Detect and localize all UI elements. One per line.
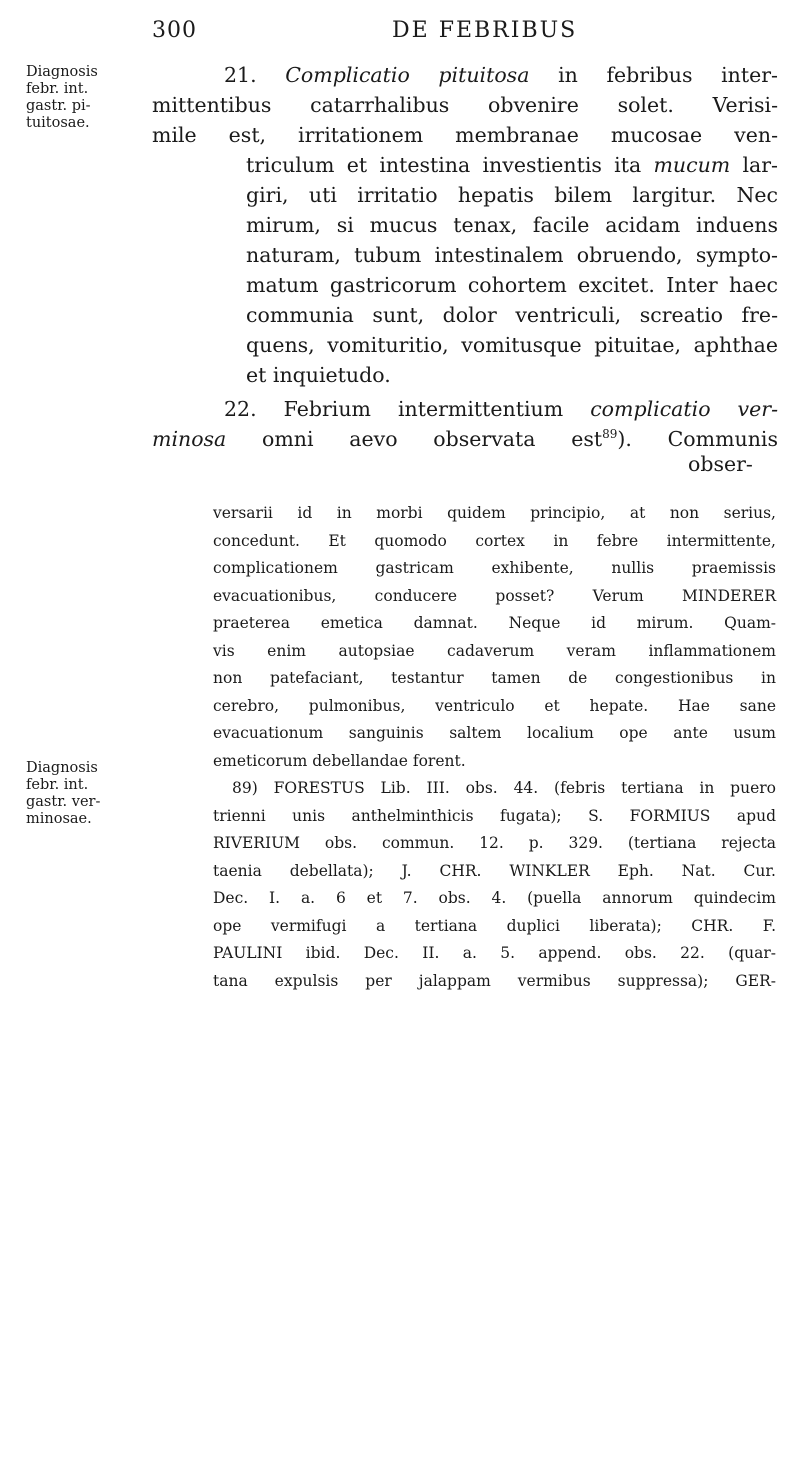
margin-note-line: Diagnosis (26, 64, 98, 80)
margin-note-line: gastr. ver- (26, 794, 101, 810)
section-21-heading-line (224, 60, 778, 90)
text-span: ). Communis (617, 427, 778, 451)
section-22-heading-line (224, 394, 778, 424)
text-span: triculum et intestina investientis ita (246, 153, 642, 177)
footnote-line: evacuationibus, conducere posset? Verum MINDERER (213, 586, 776, 605)
footnote-line: evacuationum sanguinis saltem localium ope ante usum (213, 724, 776, 742)
text-span: lar- (742, 153, 778, 177)
margin-note-line: Diagnosis (26, 760, 98, 776)
text-line: communia sunt, dolor ventriculi, screatio fre- (246, 303, 778, 327)
running-title: DE FEBRIBUS (392, 18, 578, 43)
margin-note-line: minosae. (26, 811, 92, 827)
text-line: matum gastricorum cohortem excitet. Inter haec (246, 273, 778, 297)
text-line: mile est, irritationem membranae mucosae ven- (152, 123, 778, 147)
page-header (0, 16, 800, 46)
footnote-line: PAULINI ibid. Dec. II. a. 5. append. obs. 22. (quar- (213, 944, 776, 962)
text-line (152, 424, 778, 454)
section-21-title: Complicatio pituitosa (285, 63, 530, 87)
footnote-line: praeterea emetica damnat. Neque id mirum. Quam- (213, 614, 776, 632)
footnote-line: concedunt. Et quomodo cortex in febre intermittente, (213, 531, 776, 550)
margin-note-line: febr. int. (26, 777, 89, 793)
margin-note-verminosae (26, 760, 144, 828)
footnote-line: non patefaciant, testantur tamen de congestionibus in (213, 669, 776, 687)
text-span-italic: mucum (653, 153, 731, 177)
footnote-line: taenia debellata); J. CHR. WINKLER Eph. Nat. Cur. (213, 861, 776, 880)
section-21-number: 21. (224, 63, 257, 87)
margin-note-line: tuitosae. (26, 115, 90, 131)
page-number: 300 (152, 18, 197, 43)
footnote-line: Dec. I. a. 6 et 7. obs. 4. (puella annorum quindecim (213, 889, 776, 907)
footnote-89-line: 89) FORESTUS Lib. III. obs. 44. (febris tertiana in puero (232, 779, 776, 797)
footnote-line: trienni unis anthelminthicis fugata); S. FORMIUS apud (213, 806, 776, 825)
text-line: mittentibus catarrhalibus obvenire solet. Verisi- (152, 93, 778, 117)
footnote-line: vis enim autopsiae cadaverum veram inflammationem (213, 641, 776, 660)
text-span-italic: minosa (152, 427, 227, 451)
text-line: quens, vomituritio, vomitusque pituitae, aphthae (246, 333, 778, 357)
margin-note-pituitosae (26, 64, 144, 132)
text-span-italic: complicatio ver- (590, 397, 778, 421)
text-line: in febribus inter- (558, 63, 778, 87)
footnote-line: emeticorum debellandae forent. (213, 751, 466, 770)
text-line (246, 150, 778, 180)
text-line: naturam, tubum intestinalem obruendo, sympto- (246, 243, 778, 267)
text-span: omni aevo observata est (262, 427, 603, 451)
catchword: obser- (688, 452, 753, 476)
footnote-line: versarii id in morbi quidem principio, at non serius, (213, 504, 776, 522)
text-line: giri, uti irritatio hepatis bilem largitur. Nec (246, 183, 778, 207)
text-span: 22. Febrium intermittentium (224, 397, 564, 421)
footnote-line: ope vermifugi a tertiana duplici liberata); CHR. F. (213, 916, 776, 935)
text-line: et inquietudo. (246, 363, 391, 387)
text-line: mirum, si mucus tenax, facile acidam induens (246, 213, 778, 237)
footnote-line: complicationem gastricam exhibente, nullis praemissis (213, 559, 776, 577)
margin-note-line: febr. int. (26, 81, 89, 97)
footnote-line: tana expulsis per jalappam vermibus suppressa); GER- (213, 971, 776, 990)
footnote-line: RIVERIUM obs. commun. 12. p. 329. (tertiana rejecta (213, 834, 776, 852)
margin-note-line: gastr. pi- (26, 98, 91, 114)
footnote-line: cerebro, pulmonibus, ventriculo et hepate. Hae sane (213, 696, 776, 715)
footnote-ref: 89 (602, 427, 618, 442)
